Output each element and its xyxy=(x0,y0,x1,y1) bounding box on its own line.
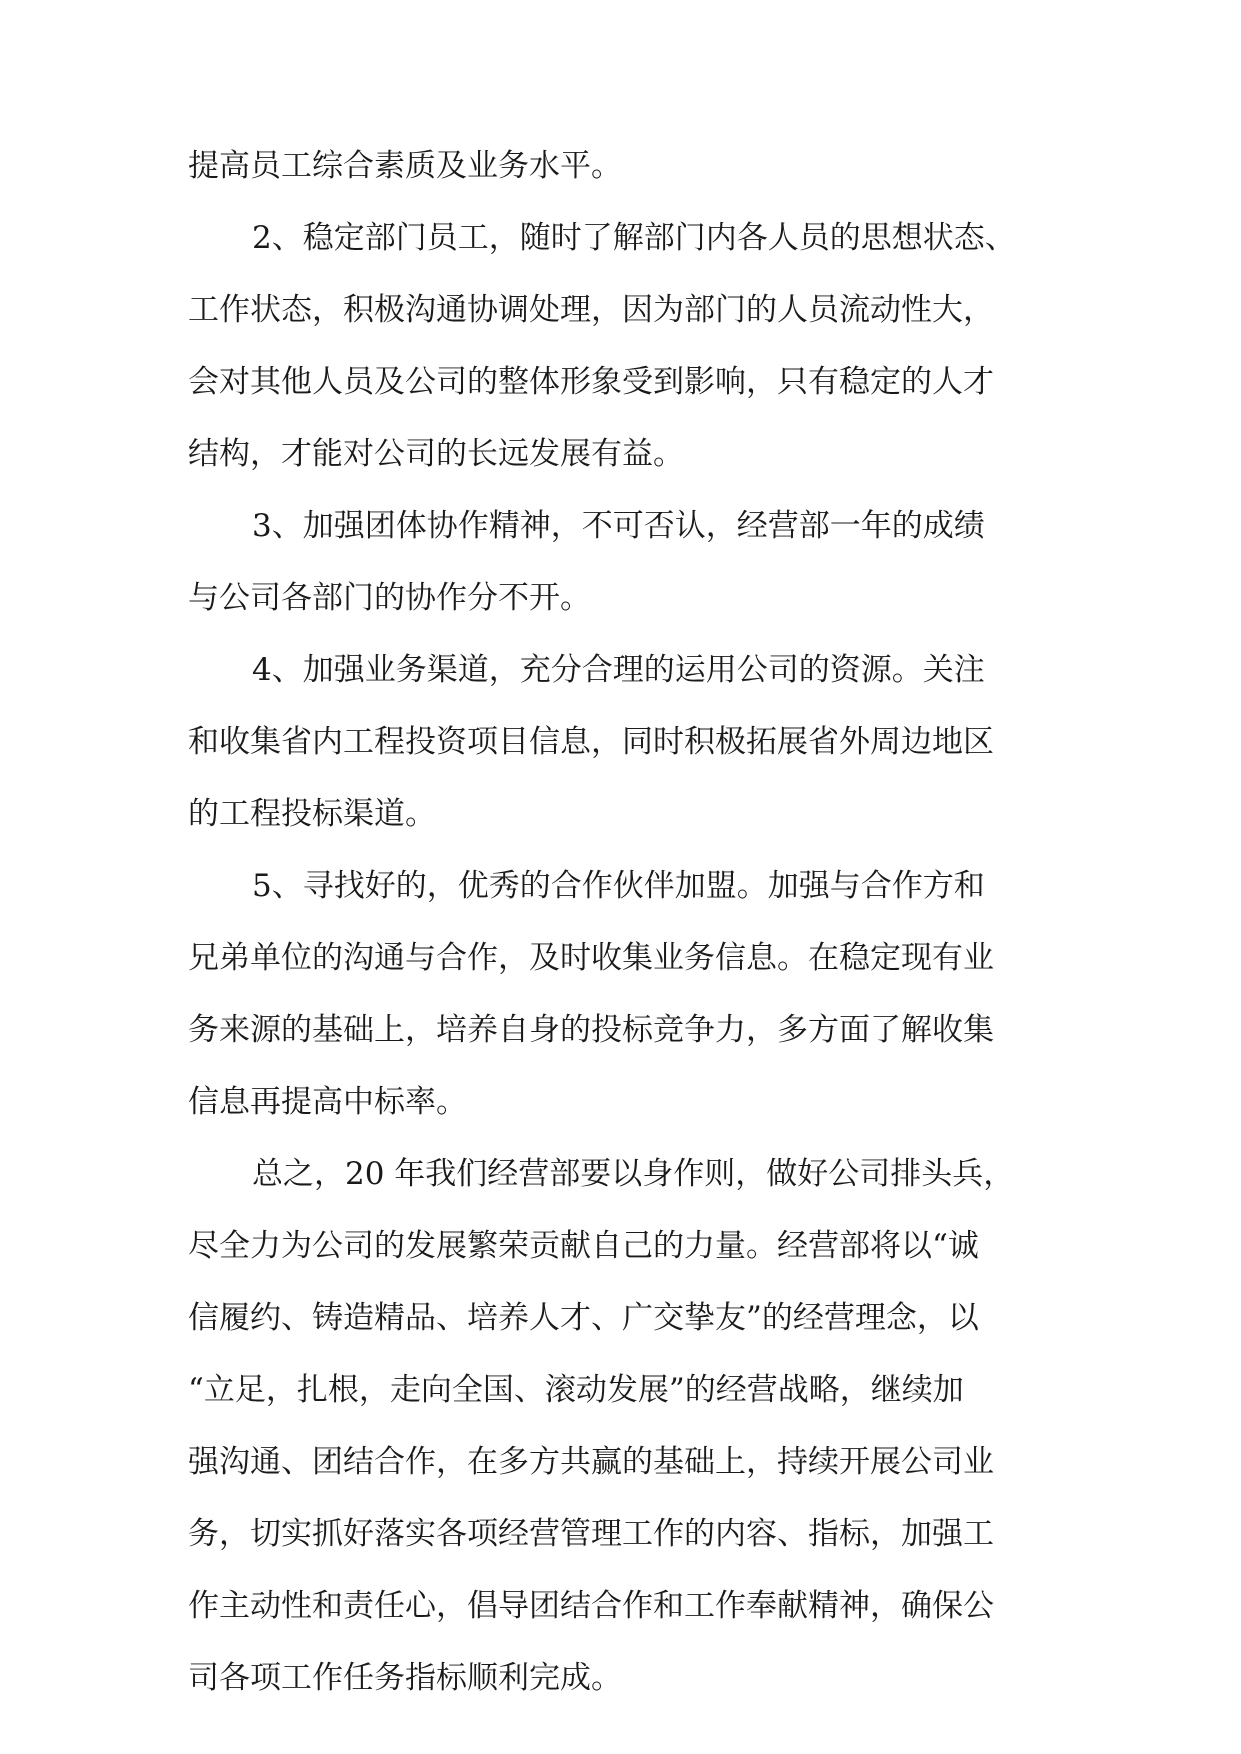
text-line: 尽全力为公司的发展繁荣贡献自己的力量。经营部将以“诚 xyxy=(188,1228,979,1264)
text-line: 强沟通、团结合作，在多方共赢的基础上，持续开展公司业 xyxy=(188,1444,994,1480)
text-line: 务，切实抓好落实各项经营管理工作的内容、指标，加强工 xyxy=(188,1516,994,1552)
text-line: 与公司各部门的协作分不开。 xyxy=(188,580,591,616)
text-line: 工作状态，积极沟通协调处理，因为部门的人员流动性大， xyxy=(188,292,994,328)
text-line: 的工程投标渠道。 xyxy=(188,796,436,832)
text-line: 结构，才能对公司的长远发展有益。 xyxy=(188,436,684,472)
text-line: 会对其他人员及公司的整体形象受到影响，只有稳定的人才 xyxy=(188,364,994,400)
paragraph-4-start: 4、加强业务渠道，充分合理的运用公司的资源。关注 xyxy=(252,652,985,688)
text-line: 务来源的基础上，培养自身的投标竞争力，多方面了解收集 xyxy=(188,1012,994,1048)
paragraph-5-start: 5、寻找好的，优秀的合作伙伴加盟。加强与合作方和 xyxy=(252,868,985,904)
text-line: 信履约、铸造精品、培养人才、广交挚友”的经营理念，以 xyxy=(188,1300,979,1336)
text-line: 作主动性和责任心，倡导团结合作和工作奉献精神，确保公 xyxy=(188,1588,994,1624)
text-line: 兄弟单位的沟通与合作，及时收集业务信息。在稳定现有业 xyxy=(188,940,994,976)
text-line: 提高员工综合素质及业务水平。 xyxy=(188,148,622,184)
text-line: 信息再提高中标率。 xyxy=(188,1084,467,1120)
paragraph-3-start: 3、加强团体协作精神，不可否认，经营部一年的成绩 xyxy=(252,508,985,544)
text-line: 司各项工作任务指标顺利完成。 xyxy=(188,1660,622,1696)
paragraph-2-start: 2、稳定部门员工，随时了解部门内各人员的思想状态、 xyxy=(252,220,1016,256)
text-line: 和收集省内工程投资项目信息，同时积极拓展省外周边地区 xyxy=(188,724,994,760)
text-line: “立足，扎根，走向全国、滚动发展”的经营战略，继续加 xyxy=(188,1372,964,1408)
summary-paragraph-start: 总之，20 年我们经营部要以身作则，做好公司排头兵， xyxy=(252,1156,1015,1192)
